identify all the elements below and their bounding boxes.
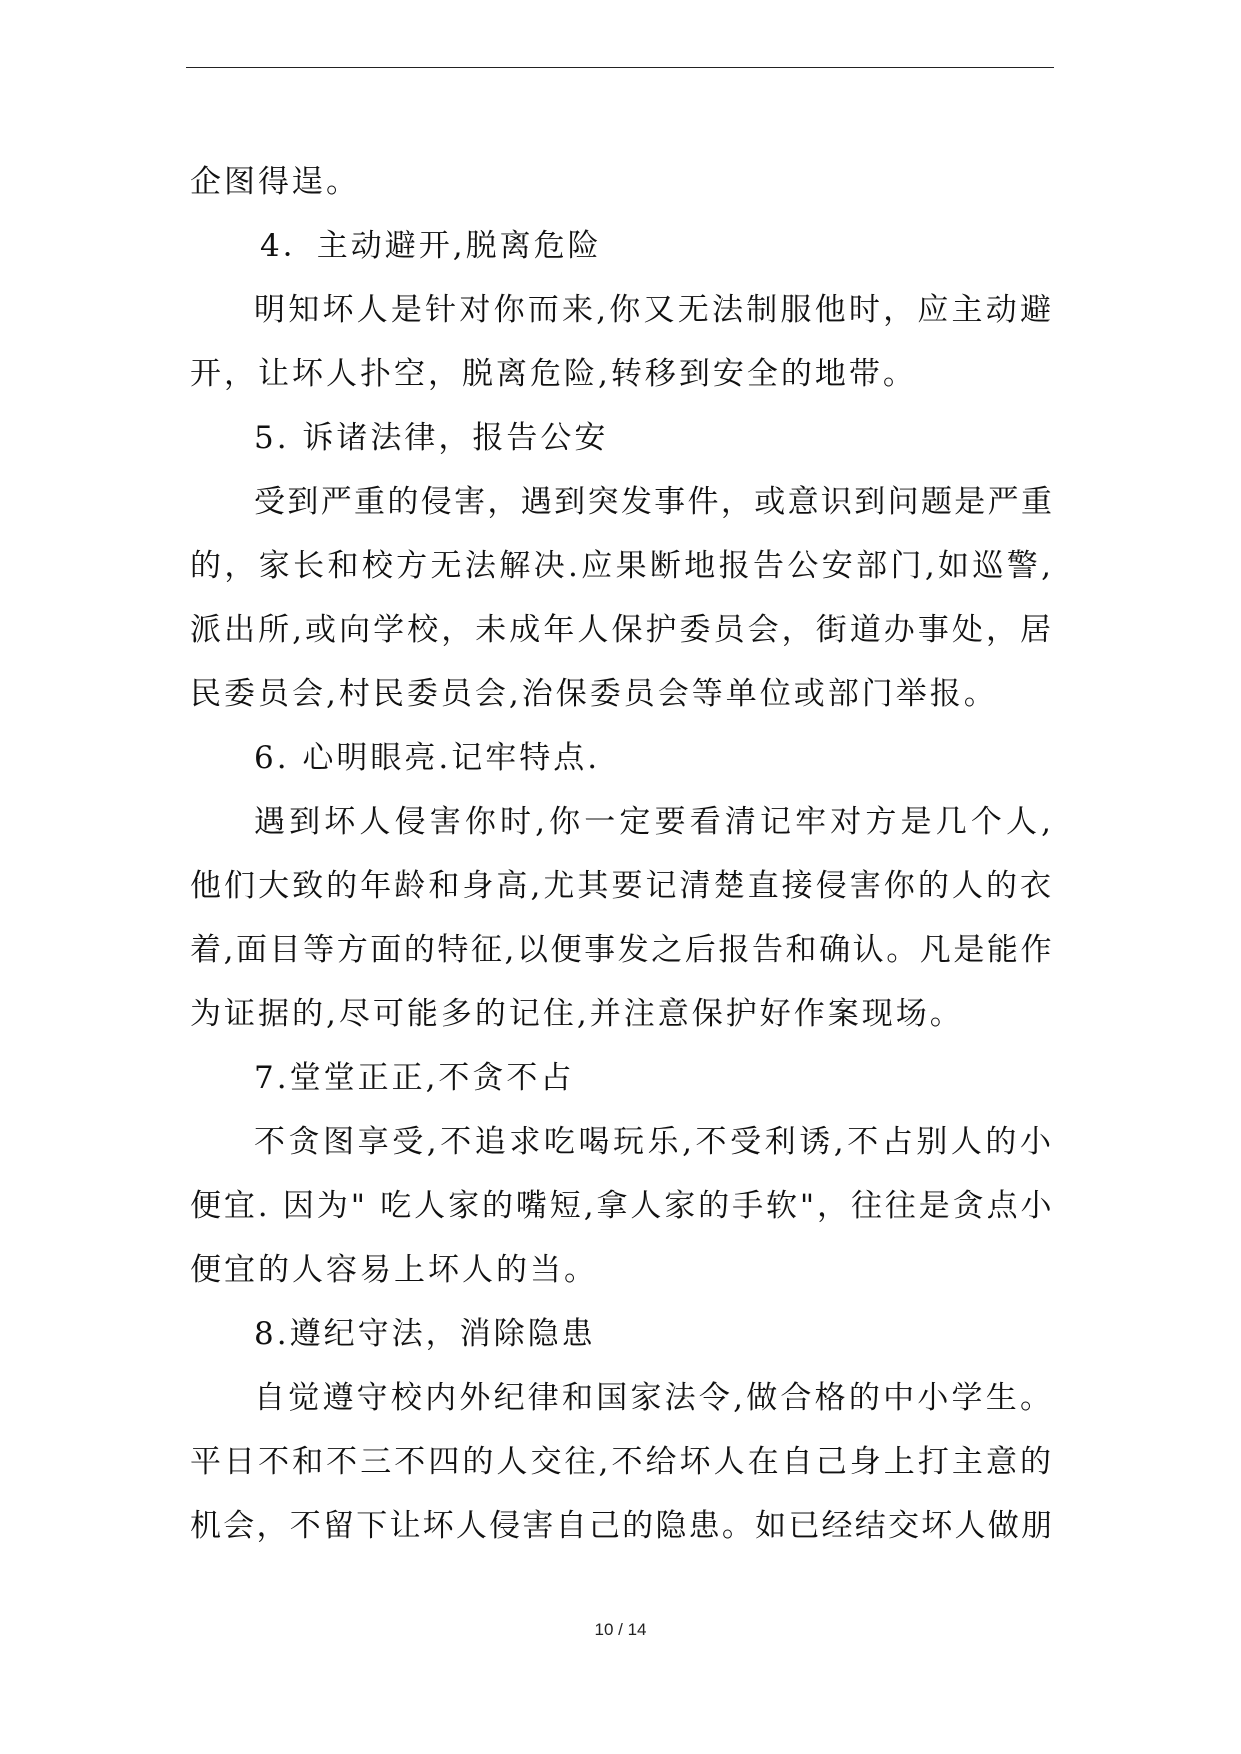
section-heading-7: 7.堂堂正正,不贪不占 (254, 1060, 575, 1096)
paragraph-line: 受到严重的侵害，遇到突发事件，或意识到问题是严重 (254, 484, 1054, 520)
paragraph-line: 企图得逞。 (190, 164, 360, 200)
paragraph-line: 平日不和不三不四的人交往,不给坏人在自己身上打主意的 (190, 1444, 1054, 1480)
paragraph-line: 他们大致的年龄和身高,尤其要记清楚直接侵害你的人的衣 (190, 868, 1054, 904)
paragraph-line: 便宜的人容易上坏人的当。 (190, 1252, 598, 1288)
paragraph-line: 遇到坏人侵害你时,你一定要看清记牢对方是几个人, (254, 804, 1054, 840)
paragraph-line: 便宜. 因为" 吃人家的嘴短,拿人家的手软"，往往是贪点小 (190, 1188, 1054, 1224)
section-heading-5: 5. 诉诸法律，报告公安 (254, 420, 609, 456)
section-heading-6: 6. 心明眼亮.记牢特点. (254, 740, 601, 776)
paragraph-line: 派出所,或向学校，未成年人保护委员会，街道办事处，居 (190, 612, 1054, 648)
document-body (190, 150, 1054, 1558)
paragraph-line: 自觉遵守校内外纪律和国家法令,做合格的中小学生。 (254, 1380, 1054, 1416)
paragraph-line: 着,面目等方面的特征,以便事发之后报告和确认。凡是能作 (190, 932, 1054, 968)
paragraph-line: 民委员会,村民委员会,治保委员会等单位或部门举报。 (190, 676, 998, 712)
header-rule (186, 67, 1054, 68)
paragraph-line: 机会，不留下让坏人侵害自己的隐患。如已经结交坏人做朋 (190, 1508, 1054, 1544)
paragraph-line: 明知坏人是针对你而来,你又无法制服他时，应主动避 (254, 292, 1054, 328)
paragraph-line: 为证据的,尽可能多的记住,并注意保护好作案现场。 (190, 996, 964, 1032)
paragraph-line: 的，家长和校方无法解决.应果断地报告公安部门,如巡警, (190, 548, 1054, 584)
section-heading-4: 4．主动避开,脱离危险 (260, 228, 602, 264)
paragraph-line: 不贪图享受,不追求吃喝玩乐,不受利诱,不占别人的小 (254, 1124, 1054, 1160)
paragraph-line: 开，让坏人扑空，脱离危险,转移到安全的地带。 (190, 356, 917, 392)
section-heading-8: 8.遵纪守法，消除隐患 (254, 1316, 596, 1352)
page-number: 10 / 14 (594, 1620, 647, 1639)
